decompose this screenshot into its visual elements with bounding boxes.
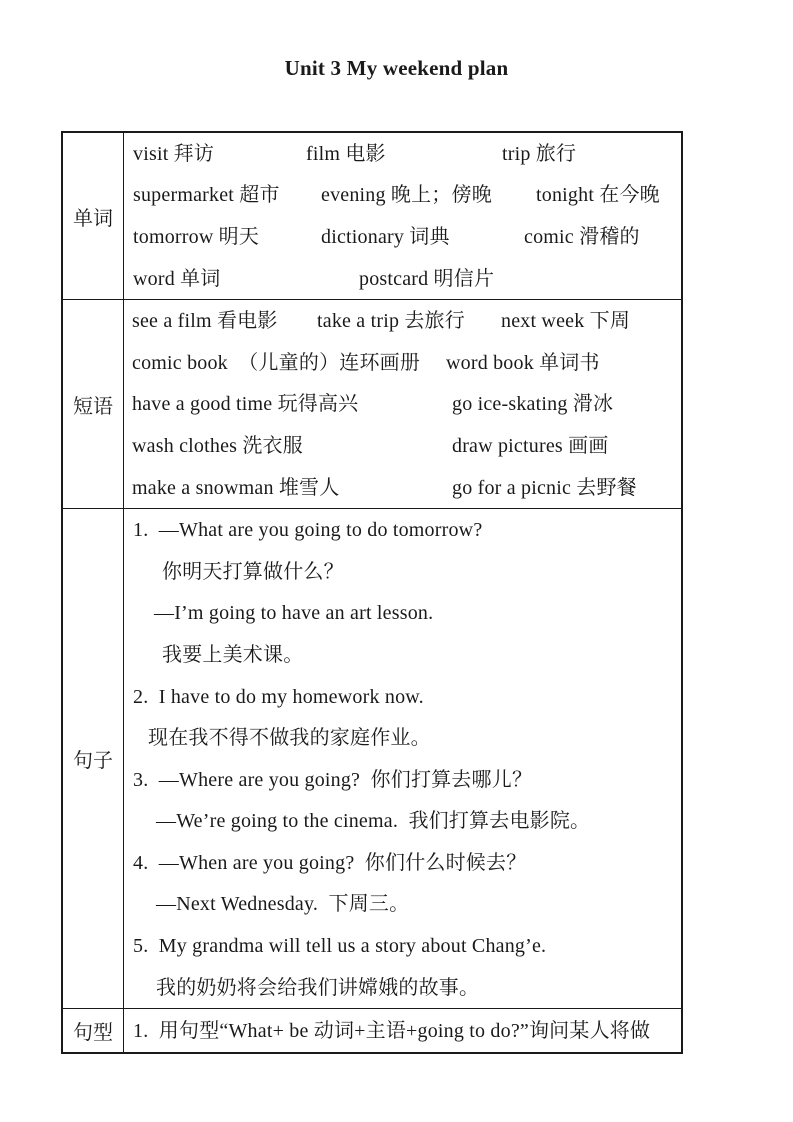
text-segment: 3. —Where are you going? 你们打算去哪儿？ bbox=[133, 768, 533, 791]
text-line bbox=[124, 258, 681, 300]
text-segment: tomorrow 明天 bbox=[133, 225, 260, 248]
text-segment: next week 下周 bbox=[501, 310, 631, 333]
text-segment: word book 单词书 bbox=[446, 351, 600, 374]
text-line bbox=[124, 884, 681, 926]
text-segment: wash clothes 洗衣服 bbox=[132, 434, 303, 457]
text-line bbox=[124, 300, 681, 342]
table-row bbox=[63, 133, 681, 300]
text-line bbox=[124, 175, 681, 217]
text-line bbox=[124, 425, 681, 467]
row-content bbox=[124, 300, 681, 508]
text-line bbox=[124, 801, 681, 843]
text-segment: 5. My grandma will tell us a story about Chang’e. bbox=[133, 935, 547, 958]
text-segment: visit 拜访 bbox=[133, 142, 215, 165]
text-line bbox=[124, 676, 681, 718]
vocab-table bbox=[61, 131, 683, 1054]
text-segment: 4. —When are you going? 你们什么时候去？ bbox=[133, 851, 527, 874]
text-line bbox=[124, 1009, 681, 1052]
text-segment: go for a picnic 去野餐 bbox=[452, 476, 637, 499]
text-line bbox=[124, 967, 681, 1009]
text-line bbox=[124, 842, 681, 884]
text-segment: draw pictures 画画 bbox=[452, 434, 609, 457]
text-segment: 1. —What are you going to do tomorrow? bbox=[133, 519, 483, 542]
text-segment: take a trip 去旅行 bbox=[317, 310, 465, 333]
text-line bbox=[124, 467, 681, 509]
table-row bbox=[63, 509, 681, 1009]
text-line bbox=[124, 759, 681, 801]
text-segment: dictionary 词典 bbox=[321, 225, 450, 248]
text-segment: go ice-skating 滑冰 bbox=[452, 393, 614, 416]
text-segment: —We’re going to the cinema. 我们打算去电影院。 bbox=[156, 810, 591, 833]
text-segment: 你明天打算做什么？ bbox=[162, 560, 344, 583]
text-line bbox=[124, 133, 681, 175]
row-label: 句型 bbox=[63, 1009, 124, 1052]
text-segment: see a film 看电影 bbox=[132, 310, 278, 333]
text-segment: 现在我不得不做我的家庭作业。 bbox=[148, 727, 431, 750]
row-label: 单词 bbox=[63, 133, 124, 299]
text-segment: have a good time 玩得高兴 bbox=[132, 393, 359, 416]
text-segment: make a snowman 堆雪人 bbox=[132, 476, 340, 499]
text-segment: —I’m going to have an art lesson. bbox=[154, 602, 434, 625]
text-segment: 我要上美术课。 bbox=[162, 643, 304, 666]
text-segment: supermarket 超市 bbox=[133, 184, 280, 207]
text-line bbox=[124, 384, 681, 426]
row-label: 短语 bbox=[63, 300, 124, 508]
text-line bbox=[124, 717, 681, 759]
table-row bbox=[63, 1009, 681, 1052]
text-segment: 1. 用句型“What+ be 动词+主语+going to do?”询问某人将做 bbox=[133, 1019, 651, 1042]
text-line bbox=[124, 509, 681, 551]
row-content bbox=[124, 1009, 681, 1052]
text-line bbox=[124, 634, 681, 676]
text-segment: —Next Wednesday. 下周三。 bbox=[156, 893, 410, 916]
text-segment: evening 晚上；傍晚 bbox=[321, 184, 492, 207]
text-segment: postcard 明信片 bbox=[359, 267, 495, 290]
table-row bbox=[63, 300, 681, 509]
page-title: Unit 3 My weekend plan bbox=[284, 56, 509, 80]
text-segment: trip 旅行 bbox=[502, 142, 577, 165]
text-segment: word 单词 bbox=[133, 267, 221, 290]
text-segment: tonight 在今晚 bbox=[536, 184, 660, 207]
text-segment: 我的奶奶将会给我们讲嫦娥的故事。 bbox=[156, 976, 480, 999]
text-segment: comic book （儿童的）连环画册 bbox=[132, 351, 421, 374]
row-content bbox=[124, 509, 681, 1008]
text-line bbox=[124, 216, 681, 258]
text-line bbox=[124, 342, 681, 384]
row-label: 句子 bbox=[63, 509, 124, 1008]
row-content bbox=[124, 133, 681, 299]
text-line bbox=[124, 925, 681, 967]
text-line bbox=[124, 551, 681, 593]
text-line bbox=[124, 593, 681, 635]
text-segment: comic 滑稽的 bbox=[524, 225, 640, 248]
text-segment: 2. I have to do my homework now. bbox=[133, 685, 424, 708]
text-segment: film 电影 bbox=[306, 142, 386, 165]
